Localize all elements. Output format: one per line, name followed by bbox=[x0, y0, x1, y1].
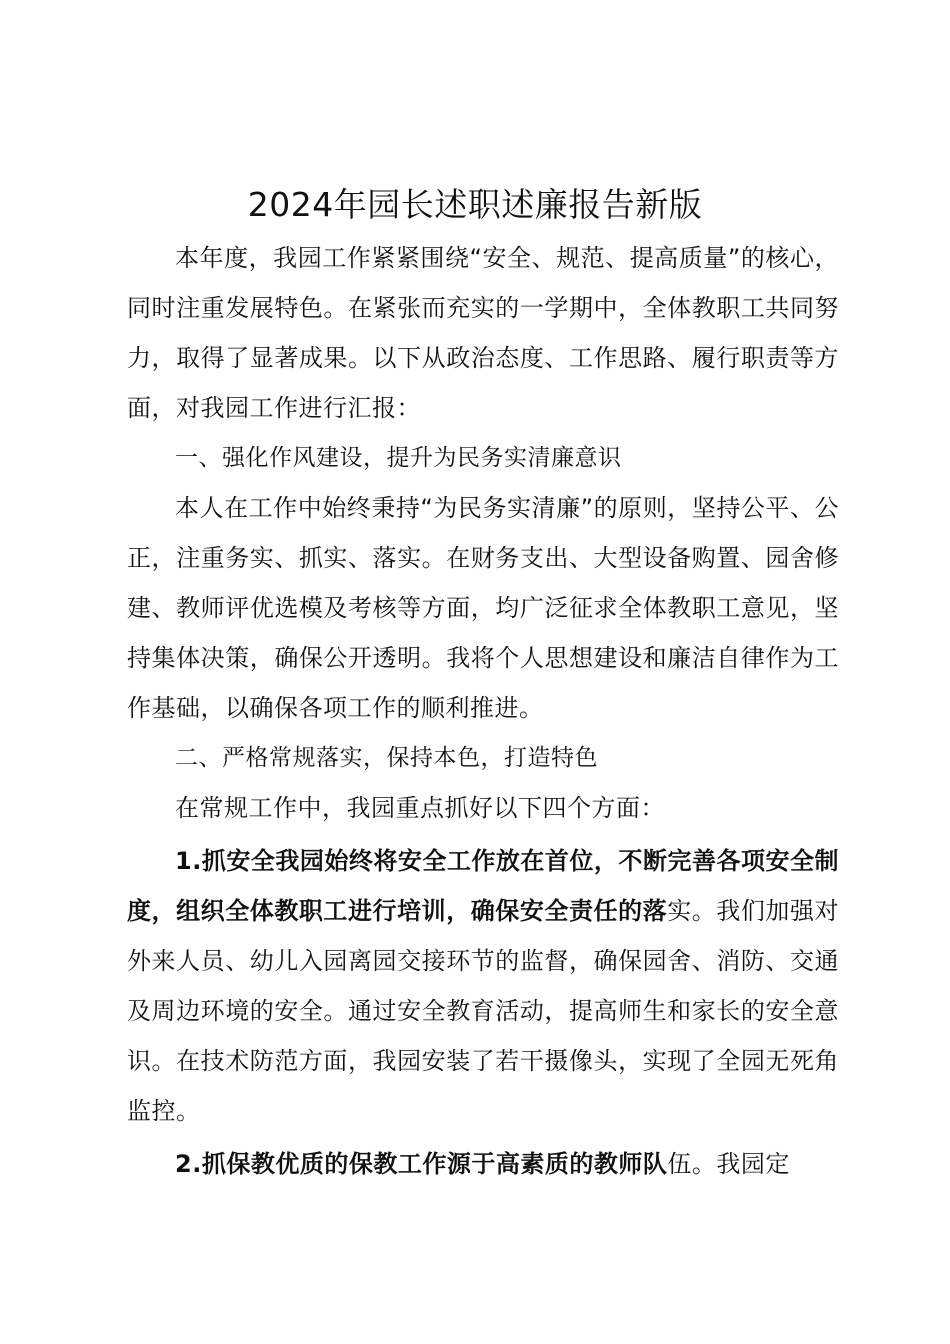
document-title: 2024年园长述职述廉报告新版 bbox=[247, 185, 703, 224]
item-1-text: 实。我们加强对外来人员、幼儿入园离园交接环节的监督，确保园舍、消防、交通及周边环境的安全。通过安全教育活动，提高师生和家长的安全意识。在技术防范方面，我园安装了若干摄像头，实现了全园无死角监控。 bbox=[127, 897, 840, 1125]
section-2-intro-paragraph: 在常规工作中，我园重点抓好以下四个方面： bbox=[175, 794, 665, 822]
item-2-text: 伍。我园定 bbox=[667, 1150, 790, 1178]
item-1-bold-lead: 1.抓安全我园始终将安全工作放在首位，不断完善各项安全制度，组织全体教职工进行培训，确保安全责任的落 bbox=[127, 847, 839, 925]
item-2-bold-lead: 2.抓保教优质的保教工作源于高素质的教师队 bbox=[175, 1150, 668, 1178]
document-body bbox=[127, 233, 839, 1189]
section-heading-2: 二、严格常规落实，保持本色，打造特色 bbox=[175, 745, 598, 771]
section-1-paragraph: 本人在工作中始终秉持“为民务实清廉”的原则，坚持公平、公正，注重务实、抓实、落实。在财务支出、大型设备购置、园舍修建、教师评优选模及考核等方面，均广泛征求全体教职工意见，坚持集体决策，确保公开透明。我将个人思想建设和廉洁自律作为工作基础，以确保各项工作的顺利推进。 bbox=[127, 494, 839, 722]
item-2-paragraph bbox=[127, 1139, 839, 1189]
section-heading-1: 一、强化作风建设，提升为民务实清廉意识 bbox=[175, 445, 622, 471]
intro-paragraph: 本年度，我园工作紧紧围绕“安全、规范、提高质量”的核心，同时注重发展特色。在紧张而充实的一学期中，全体教职工共同努力，取得了显著成果。以下从政治态度、工作思路、履行职责等方面，对我园工作进行汇报： bbox=[127, 244, 839, 422]
item-1-paragraph bbox=[127, 836, 839, 1136]
